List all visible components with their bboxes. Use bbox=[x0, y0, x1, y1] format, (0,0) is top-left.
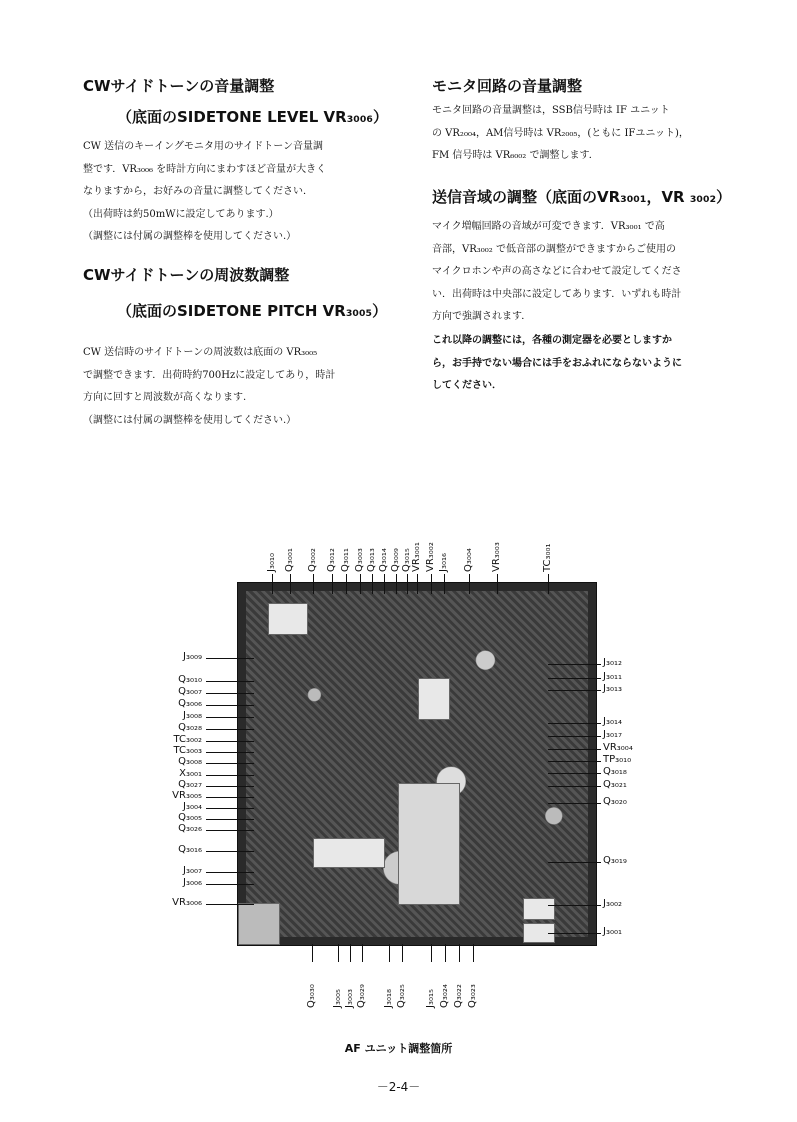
left-label: Q₃₀₀₈ bbox=[178, 756, 202, 767]
pcb-connector bbox=[523, 898, 555, 920]
leader-line bbox=[548, 773, 601, 774]
leader-line bbox=[384, 574, 385, 594]
paragraph-warning: これ以降の調整には，各種の測定器を必要としますか ら，お手持でない場合には手をおふれにならないように してください． bbox=[432, 335, 682, 391]
leader-line bbox=[548, 905, 601, 906]
right-label: J₃₀₁₂ bbox=[603, 657, 622, 668]
right-label: TP₃₀₁₀ bbox=[603, 754, 632, 765]
leader-line bbox=[206, 705, 254, 706]
leader-line bbox=[206, 717, 254, 718]
bottom-label: Q₃₀₂₅ bbox=[396, 984, 407, 1008]
pcb-component bbox=[313, 838, 385, 868]
bottom-label: Q₃₀₂₃ bbox=[467, 984, 478, 1008]
left-label: J₃₀₀₄ bbox=[183, 801, 202, 812]
leader-line bbox=[548, 690, 601, 691]
pcb-heatsink bbox=[398, 783, 460, 905]
bottom-label: J₃₀₁₈ bbox=[383, 989, 394, 1008]
top-label: Q₃₀₀₉ bbox=[390, 548, 401, 572]
left-label: Q₃₀₁₆ bbox=[178, 844, 202, 855]
top-label: Q₃₀₀₃ bbox=[354, 548, 365, 572]
top-label: VR₃₀₀₂ bbox=[425, 542, 436, 572]
leader-line bbox=[290, 574, 291, 594]
left-label: Q₃₀₀₆ bbox=[178, 698, 202, 709]
right-label: J₃₀₁₃ bbox=[603, 683, 622, 694]
leader-line bbox=[272, 574, 273, 594]
figure-caption: AF ユニット調整箇所 bbox=[344, 1042, 453, 1055]
leader-line bbox=[372, 574, 373, 594]
left-label: TC₃₀₀₂ bbox=[173, 734, 202, 745]
left-label: VR₃₀₀₅ bbox=[172, 790, 202, 801]
leader-line bbox=[313, 574, 314, 594]
right-label: J₃₀₀₂ bbox=[603, 898, 622, 909]
leader-line bbox=[548, 786, 601, 787]
right-label: Q₃₀₁₉ bbox=[603, 855, 627, 866]
leader-line bbox=[312, 944, 313, 962]
leader-line bbox=[548, 933, 601, 934]
leader-line bbox=[469, 574, 470, 594]
leader-line bbox=[206, 786, 254, 787]
leader-line bbox=[459, 944, 460, 962]
pcb-component bbox=[268, 603, 308, 635]
bottom-label: Q₃₀₂₉ bbox=[356, 984, 367, 1008]
top-label: VR₃₀₀₃ bbox=[491, 542, 502, 572]
pcb-component bbox=[418, 678, 450, 720]
leader-line bbox=[417, 574, 418, 594]
pcb-component bbox=[238, 903, 280, 945]
leader-line bbox=[548, 678, 601, 679]
bottom-label: J₃₀₀₃ bbox=[344, 989, 355, 1008]
leader-line bbox=[473, 944, 474, 962]
right-label: J₃₀₀₁ bbox=[603, 926, 622, 937]
top-label: TC₃₀₀₁ bbox=[542, 543, 553, 572]
section-title-sidetone-pitch: CWサイドトーンの周波数調整 bbox=[83, 266, 290, 284]
top-label: Q₃₀₀₄ bbox=[463, 548, 474, 572]
leader-line bbox=[431, 574, 432, 594]
leader-line bbox=[497, 574, 498, 594]
top-label: Q₃₀₁₃ bbox=[366, 548, 377, 572]
left-label: J₃₀₀₉ bbox=[183, 651, 202, 662]
right-label: J₃₀₁₄ bbox=[603, 716, 622, 727]
leader-line bbox=[338, 944, 339, 962]
leader-line bbox=[346, 574, 347, 594]
paragraph-tx-audio: マイク増幅回路の音域が可変できます．VR₃₀₀₁ で高 音部，VR₃₀₀₂ で低音部の調整ができますからご使用の マイクロホンや声の高さなどに合わせて設定してくださ い．出荷時は中央部に設定してあります．いずれも時計 方向で強調されます． bbox=[432, 221, 682, 322]
leader-line bbox=[431, 944, 432, 962]
leader-line bbox=[362, 944, 363, 962]
paragraph-sidetone-pitch: CW 送信時のサイドトーンの周波数は底面の VR₃₀₀₅ で調整できます．出荷時約700Hzに設定してあり，時計 方向に回すと周波数が高くなります. （調整には付属の調整棒を使用してください.） bbox=[83, 347, 336, 426]
section-title-monitor: モニタ回路の音量調整 bbox=[432, 77, 583, 95]
top-label: Q₃₀₁₂ bbox=[326, 548, 337, 572]
bottom-label: J₃₀₁₅ bbox=[425, 989, 436, 1008]
top-label: Q₃₀₀₁ bbox=[284, 548, 295, 572]
top-label: J₃₀₁₀ bbox=[266, 553, 277, 572]
right-label: VR₃₀₀₄ bbox=[603, 742, 633, 753]
leader-line bbox=[548, 736, 601, 737]
left-label: Q₃₀₀₅ bbox=[178, 812, 202, 823]
leader-line bbox=[548, 574, 549, 594]
leader-line bbox=[360, 574, 361, 594]
top-label: Q₃₀₁₁ bbox=[340, 548, 351, 572]
section-title-sidetone-level: CWサイドトーンの音量調整 bbox=[83, 77, 275, 95]
leader-line bbox=[407, 574, 408, 594]
top-label: Q₃₀₁₄ bbox=[378, 548, 389, 572]
right-label: Q₃₀₂₁ bbox=[603, 779, 627, 790]
section-title-tx-audio: 送信音域の調整（底面のVR₃₀₀₁，VR ₃₀₀₂） bbox=[432, 188, 732, 206]
leader-line bbox=[206, 851, 254, 852]
left-label: Q₃₀₂₆ bbox=[178, 823, 202, 834]
leader-line bbox=[206, 681, 254, 682]
leader-line bbox=[206, 693, 254, 694]
leader-line bbox=[444, 574, 445, 594]
bottom-label: J₃₀₀₅ bbox=[332, 989, 343, 1008]
left-label: VR₃₀₀₆ bbox=[172, 897, 202, 908]
bottom-label: Q₃₀₃₀ bbox=[306, 984, 317, 1008]
leader-line bbox=[548, 862, 601, 863]
leader-line bbox=[206, 797, 254, 798]
leader-line bbox=[350, 944, 351, 962]
paragraph-monitor: モニタ回路の音量調整は，SSB信号時は IF ユニット の VR₂₀₀₄，AM信号時は VR₂₀₀₅，(ともに IFユニット)， FM 信号時は VR₆₀₀₂ で調整します． bbox=[432, 105, 689, 161]
leader-line bbox=[396, 574, 397, 594]
leader-line bbox=[402, 944, 403, 962]
leader-line bbox=[548, 761, 601, 762]
leader-line bbox=[206, 658, 254, 659]
leader-line bbox=[206, 872, 254, 873]
leader-line bbox=[206, 729, 254, 730]
right-label: J₃₀₁₇ bbox=[603, 729, 622, 740]
left-label: Q₃₀₁₀ bbox=[178, 674, 202, 685]
left-label: Q₃₀₂₇ bbox=[178, 779, 202, 790]
left-label: Q₃₀₀₇ bbox=[178, 686, 202, 697]
left-label: J₃₀₀₇ bbox=[183, 865, 202, 876]
right-label: Q₃₀₂₀ bbox=[603, 796, 627, 807]
leader-line bbox=[548, 723, 601, 724]
top-label: J₃₀₁₆ bbox=[438, 553, 449, 572]
leader-line bbox=[206, 884, 254, 885]
bottom-label: Q₃₀₂₄ bbox=[439, 984, 450, 1008]
left-label: J₃₀₀₆ bbox=[183, 877, 202, 888]
leader-line bbox=[548, 664, 601, 665]
leader-line bbox=[206, 830, 254, 831]
top-label: Q₃₀₀₂ bbox=[307, 548, 318, 572]
leader-line bbox=[206, 763, 254, 764]
right-label: Q₃₀₁₈ bbox=[603, 766, 627, 777]
page-number: －2-4－ bbox=[376, 1080, 421, 1094]
leader-line bbox=[548, 749, 601, 750]
left-label: X₃₀₀₁ bbox=[179, 768, 202, 779]
bottom-label: Q₃₀₂₂ bbox=[453, 984, 464, 1008]
left-label: TC₃₀₀₃ bbox=[173, 745, 202, 756]
leader-line bbox=[206, 752, 254, 753]
leader-line bbox=[206, 775, 254, 776]
leader-line bbox=[206, 808, 254, 809]
left-label: J₃₀₀₈ bbox=[183, 710, 202, 721]
section-subtitle-sidetone-pitch: （底面のSIDETONE PITCH VR₃₀₀₅） bbox=[117, 302, 388, 320]
top-label: Q₃₀₁₅ bbox=[401, 548, 412, 572]
left-label: Q₃₀₂₈ bbox=[178, 722, 202, 733]
leader-line bbox=[206, 904, 254, 905]
leader-line bbox=[206, 741, 254, 742]
leader-line bbox=[389, 944, 390, 962]
leader-line bbox=[206, 819, 254, 820]
top-label: VR₃₀₀₁ bbox=[411, 542, 422, 572]
leader-line bbox=[332, 574, 333, 594]
section-subtitle-sidetone-level: （底面のSIDETONE LEVEL VR₃₀₀₆） bbox=[117, 108, 388, 126]
right-label: J₃₀₁₁ bbox=[603, 671, 622, 682]
paragraph-sidetone-level: CW 送信のキーイングモニタ用のサイドトーン音量調 整です．VR₃₀₀₆ を時計方向にまわすほど音量が大きく なりますから，お好みの音量に調整してください． （出荷時は約50mWに設定してあります.） （調整には付属の調整棒を使用してください.） bbox=[83, 141, 327, 242]
af-unit-board-photo bbox=[237, 582, 597, 946]
leader-line bbox=[445, 944, 446, 962]
leader-line bbox=[548, 803, 601, 804]
